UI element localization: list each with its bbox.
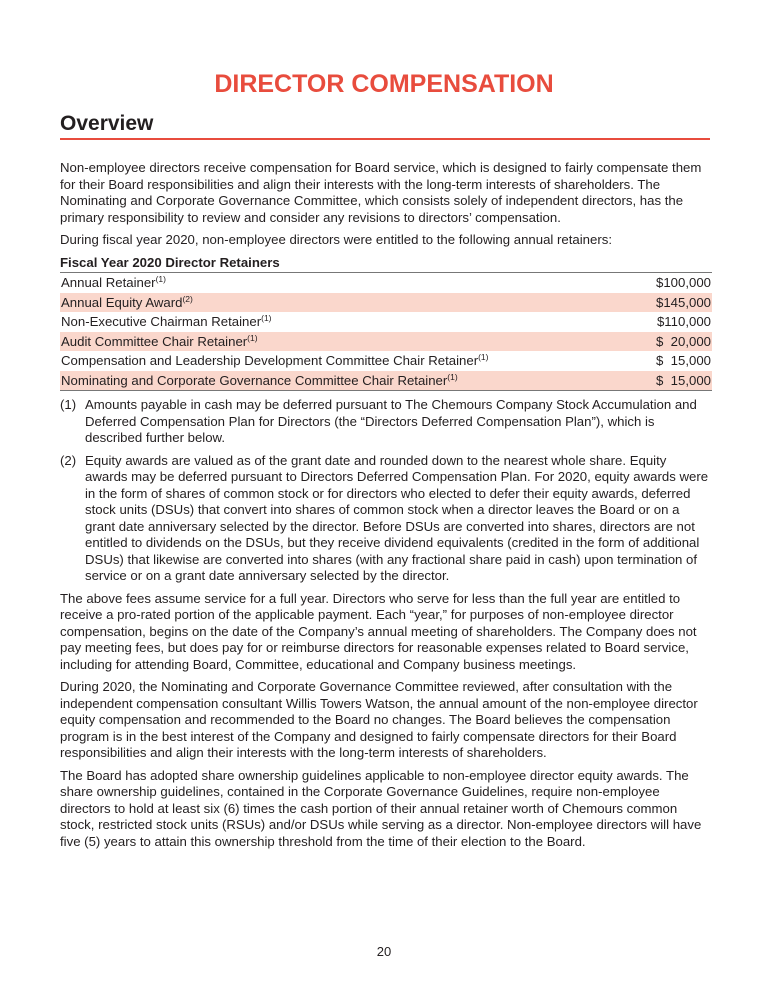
footnote-ref: (1) <box>447 371 458 382</box>
row-amount: $100,000 <box>655 275 711 290</box>
footnote-ref: (1) <box>155 274 166 284</box>
review-paragraph: During 2020, the Nominating and Corporate Governance Committee reviewed, after consultation with the independent compensation consultant Willis Towers Watson, the annual amount of the non-employee director equity compensation and recommended to the Board no changes. The Board believes the compensation program is in the best interest of the Company and designed to fairly compensate directors for their Board responsibilities and align their interests with the long-term interests of shareholders. <box>60 679 698 760</box>
page-number: 20 <box>376 944 392 959</box>
row-label: Annual Retainer$^{(1)}$ <box>61 274 166 290</box>
intro-paragraph: Non-employee directors receive compensation for Board service, which is designed to fairly compensate them for their Board responsibilities and align their interests with the long-term interests of shareholders. The Nominating and Corporate Governance Committee, which consists solely of independent directors, has the primary responsibility to review and consider any revisions to directors’ compensation. <box>60 160 702 225</box>
row-amount: $ 15,000 <box>636 371 712 391</box>
row-amount: $ 20,000 <box>636 332 712 352</box>
table-row <box>60 332 712 352</box>
full-year-paragraph: The above fees assume service for a full year. Directors who serve for less than the full year are entitled to receive a pro-rated portion of the applicable payment. Each “year,” for purposes of non-employee director compensation, begins on the date of the Company’s annual meeting of shareholders. The Company does not pay meeting fees, but does pay for or reimburse directors for reasonable expenses related to Board service, including for attending Board, Committee, educational and Company business meetings. <box>60 590 697 672</box>
row-label: Audit Committee Chair Retainer$^{(1)}$ <box>60 332 636 352</box>
footnote-text: Amounts payable in cash may be deferred pursuant to The Chemours Company Stock Accumulation and Deferred Compensation Plan for Directors (the “Directors Deferred Compensation Plan”), which is described further below. <box>85 397 697 445</box>
footnote-ref: (1) <box>261 313 272 323</box>
footnote-number: (2) <box>60 452 77 468</box>
row-amount: $110,000 <box>656 314 711 329</box>
section-heading-overview: Overview <box>60 112 710 140</box>
footnote-ref: (1) <box>478 352 489 362</box>
footnote-ref: (1) <box>247 332 258 343</box>
table-row <box>60 312 712 332</box>
row-label: Annual Equity Award$^{(2)}$ <box>60 293 636 313</box>
row-amount: $145,000 <box>636 293 712 313</box>
page-title: DIRECTOR COMPENSATION <box>214 70 554 98</box>
footnote-number: (1) <box>60 397 77 412</box>
footnote-1 <box>60 397 712 447</box>
row-amount: $ 15,000 <box>656 353 711 368</box>
table-row <box>60 293 712 313</box>
ownership-paragraph: The Board has adopted share ownership guidelines applicable to non-employee director equity awards. The share ownership guidelines, contained in the Corporate Governance Guidelines, require non-employee directors to hold at least six (6) times the cash portion of their annual retainer worth of Chemours common stock, restricted stock units (RSUs) and/or DSUs while serving as a director. Non-employee directors will have five (5) years to attain this ownership threshold from the time of their election to the Board. <box>60 767 702 849</box>
retainer-table <box>60 273 712 391</box>
table-row <box>60 273 712 293</box>
footnote-2 <box>60 453 712 585</box>
table-title: Fiscal Year 2020 Director Retainers <box>60 255 712 274</box>
footnotes <box>60 397 712 585</box>
row-label: Nominating and Corporate Governance Committee Chair Retainer$^{(1)}$ <box>60 371 636 391</box>
footnote-text: Equity awards are valued as of the grant date and rounded down to the nearest whole share. Equity awards may be deferred pursuant to Directors Deferred Compensation Plan. For 2020, equity awards were in the form of shares of common stock or for directors who elected to defer their equity awards, deferred stock units (DSUs) that convert into shares of common stock when a director leaves the Board or on a grant date anniversary selected by the director. Before DSUs are converted into shares, directors are not entitled to dividends on the DSUs, but they receive dividend equivalents (credited in the form of additional DSUs) that likewise are converted into shares (with any fractional share paid in cash) upon termination of service or on a grant date anniversary selected by the director. <box>85 452 709 583</box>
row-label: Compensation and Leadership Development Committee Chair Retainer$^{(1)}$ <box>61 352 489 368</box>
footnote-ref: (2) <box>182 293 193 304</box>
lead-in-paragraph: During fiscal year 2020, non-employee directors were entitled to the following annual retainers: <box>60 232 612 247</box>
table-row <box>60 351 712 371</box>
row-label: Non-Executive Chairman Retainer$^{(1)}$ <box>61 313 272 329</box>
table-row <box>60 371 712 391</box>
document-body <box>60 160 712 856</box>
